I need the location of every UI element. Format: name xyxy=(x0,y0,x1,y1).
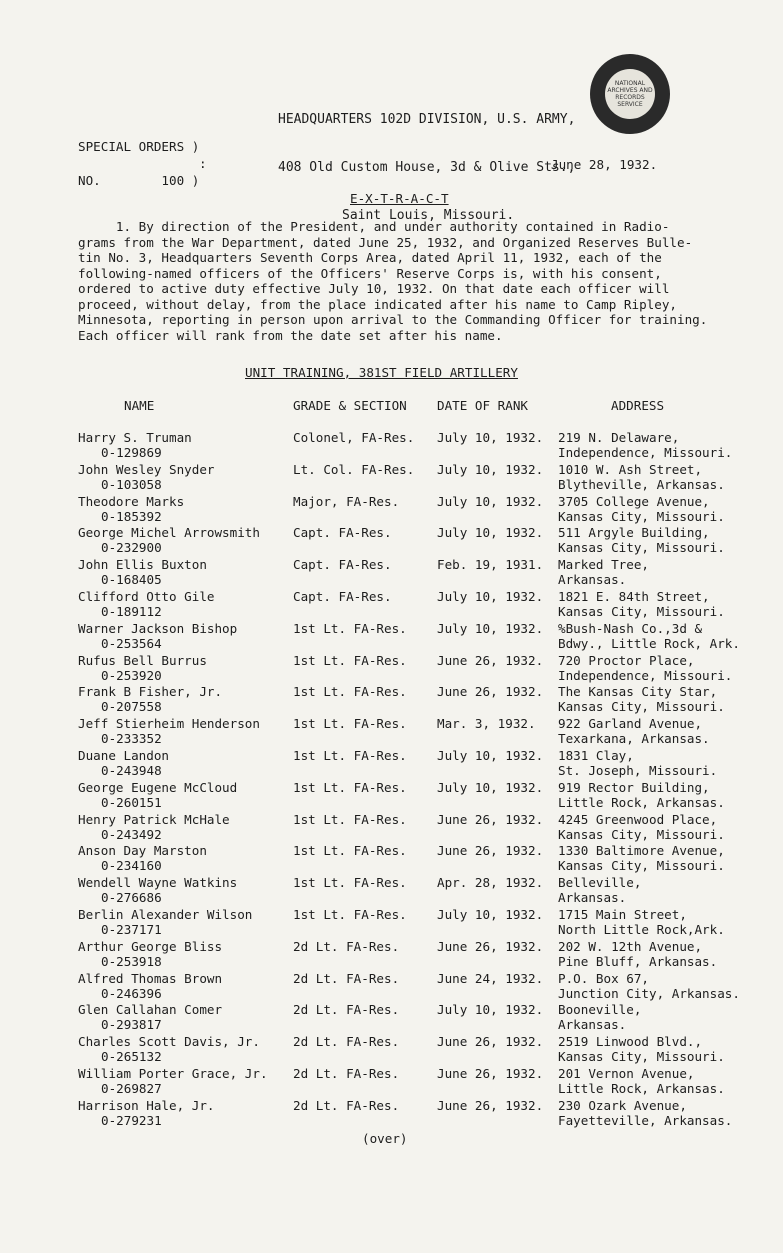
extract-title: E-X-T-R-A-C-T xyxy=(350,191,449,206)
officer-date-of-rank: June 26, 1932. xyxy=(437,684,544,699)
officer-address-line-2: Kansas City, Missouri. xyxy=(558,699,725,714)
officer-grade: Lt. Col. FA-Res. xyxy=(293,462,415,477)
officer-address-line-1: 201 Vernon Avenue, xyxy=(558,1066,695,1081)
paragraph-line: grams from the War Department, dated June 25, 1932, and Organized Reserves Bulle- xyxy=(78,234,693,250)
paragraph-line: Each officer will rank from the date set after his name. xyxy=(78,327,503,343)
table-row xyxy=(0,907,783,938)
officer-name: Rufus Bell Burrus xyxy=(78,653,207,668)
table-row xyxy=(0,430,783,461)
table-row xyxy=(0,971,783,1002)
officer-date-of-rank: July 10, 1932. xyxy=(437,907,544,922)
officer-name: George Eugene McCloud xyxy=(78,780,238,795)
column-header-address: ADDRESS xyxy=(611,398,665,413)
officer-address-line-2: Arkansas. xyxy=(558,572,627,587)
officer-name: Jeff Stierheim Henderson xyxy=(78,716,260,731)
officer-date-of-rank: June 26, 1932. xyxy=(437,939,544,954)
officer-serial: 0-168405 xyxy=(101,572,162,587)
officer-grade: 2d Lt. FA-Res. xyxy=(293,971,400,986)
officer-date-of-rank: June 24, 1932. xyxy=(437,971,544,986)
officer-serial: 0-253918 xyxy=(101,954,162,969)
stamp-line-4: SERVICE xyxy=(617,101,643,108)
table-row xyxy=(0,1066,783,1097)
officer-serial: 0-185392 xyxy=(101,509,162,524)
table-row xyxy=(0,1002,783,1033)
officer-date-of-rank: July 10, 1932. xyxy=(437,525,544,540)
officer-grade: 1st Lt. FA-Res. xyxy=(293,748,407,763)
officer-name: Charles Scott Davis, Jr. xyxy=(78,1034,260,1049)
table-row xyxy=(0,1098,783,1129)
paragraph-line: 1. By direction of the President, and under authority contained in Radio- xyxy=(78,219,670,234)
officer-date-of-rank: June 26, 1932. xyxy=(437,843,544,858)
officer-grade: 2d Lt. FA-Res. xyxy=(293,1034,400,1049)
officer-grade: 1st Lt. FA-Res. xyxy=(293,684,407,699)
officer-grade: 1st Lt. FA-Res. xyxy=(293,621,407,636)
officer-serial: 0-234160 xyxy=(101,858,162,873)
officer-name: Wendell Wayne Watkins xyxy=(78,875,238,890)
over-note: (over) xyxy=(362,1131,408,1146)
table-row xyxy=(0,494,783,525)
officer-serial: 0-260151 xyxy=(101,795,162,810)
officer-address-line-1: 922 Garland Avenue, xyxy=(558,716,703,731)
officer-name: Glen Callahan Comer xyxy=(78,1002,223,1017)
officer-address-line-2: Texarkana, Arkansas. xyxy=(558,731,710,746)
stamp-line-1: NATIONAL xyxy=(614,80,646,87)
officer-date-of-rank: Apr. 28, 1932. xyxy=(437,875,544,890)
officer-date-of-rank: June 26, 1932. xyxy=(437,653,544,668)
column-header-name: NAME xyxy=(124,398,155,413)
officer-grade: Colonel, FA-Res. xyxy=(293,430,415,445)
officer-address-line-2: Independence, Missouri. xyxy=(558,445,733,460)
officer-grade: Capt. FA-Res. xyxy=(293,525,392,540)
officer-date-of-rank: July 10, 1932. xyxy=(437,748,544,763)
officer-serial: 0-253564 xyxy=(101,636,162,651)
officer-date-of-rank: June 26, 1932. xyxy=(437,1098,544,1113)
table-row xyxy=(0,621,783,652)
officer-name: Theodore Marks xyxy=(78,494,185,509)
officer-address-line-2: Arkansas. xyxy=(558,890,627,905)
officer-serial: 0-293817 xyxy=(101,1017,162,1032)
officer-address-line-1: 202 W. 12th Avenue, xyxy=(558,939,703,954)
officer-address-line-2: Fayetteville, Arkansas. xyxy=(558,1113,733,1128)
officer-name: Berlin Alexander Wilson xyxy=(78,907,253,922)
officer-address-line-2: Blytheville, Arkansas. xyxy=(558,477,725,492)
order-paragraph xyxy=(78,219,748,343)
officer-date-of-rank: Feb. 19, 1931. xyxy=(437,557,544,572)
officer-grade: 1st Lt. FA-Res. xyxy=(293,907,407,922)
officer-address-line-1: 1010 W. Ash Street, xyxy=(558,462,703,477)
officer-name: Harrison Hale, Jr. xyxy=(78,1098,215,1113)
officer-address-line-2: Kansas City, Missouri. xyxy=(558,604,725,619)
archives-stamp xyxy=(590,54,670,134)
officer-address-line-1: Booneville, xyxy=(558,1002,642,1017)
paragraph-line: proceed, without delay, from the place indicated after his name to Camp Ripley, xyxy=(78,296,677,312)
officer-address-line-1: Marked Tree, xyxy=(558,557,649,572)
column-header-grade: GRADE & SECTION xyxy=(293,398,407,413)
officer-name: George Michel Arrowsmith xyxy=(78,525,260,540)
officer-address-line-1: 720 Proctor Place, xyxy=(558,653,695,668)
officer-date-of-rank: July 10, 1932. xyxy=(437,621,544,636)
hq-line-2: 408 Old Custom House, 3d & Olive Sts., xyxy=(278,160,576,175)
officer-date-of-rank: July 10, 1932. xyxy=(437,589,544,604)
table-row xyxy=(0,843,783,874)
officer-grade: 2d Lt. FA-Res. xyxy=(293,939,400,954)
officer-address-line-1: 4245 Greenwood Place, xyxy=(558,812,718,827)
officer-name: William Porter Grace, Jr. xyxy=(78,1066,268,1081)
special-orders-number: NO. 100 ) xyxy=(78,173,200,188)
officer-date-of-rank: July 10, 1932. xyxy=(437,462,544,477)
special-orders-colon: : xyxy=(199,156,207,171)
officer-grade: 2d Lt. FA-Res. xyxy=(293,1002,400,1017)
table-row xyxy=(0,875,783,906)
officer-name: Warner Jackson Bishop xyxy=(78,621,238,636)
officer-grade: 1st Lt. FA-Res. xyxy=(293,653,407,668)
officer-serial: 0-237171 xyxy=(101,922,162,937)
officer-address-line-2: Pine Bluff, Arkansas. xyxy=(558,954,718,969)
officer-date-of-rank: Mar. 3, 1932. xyxy=(437,716,536,731)
officer-serial: 0-189112 xyxy=(101,604,162,619)
officer-serial: 0-269827 xyxy=(101,1081,162,1096)
paragraph-line: ordered to active duty effective July 10, 1932. On that date each officer will xyxy=(78,281,670,296)
officer-name: Clifford Otto Gile xyxy=(78,589,215,604)
officer-serial: 0-232900 xyxy=(101,540,162,555)
paragraph-line: following-named officers of the Officers' Reserve Corps is, with his consent, xyxy=(78,265,662,281)
officer-serial: 0-276686 xyxy=(101,890,162,905)
table-row xyxy=(0,525,783,556)
officer-address-line-2: North Little Rock,Ark. xyxy=(558,922,725,937)
stamp-line-2: ARCHIVES AND xyxy=(607,87,653,94)
table-row xyxy=(0,462,783,493)
officer-address-line-1: 230 Ozark Avenue, xyxy=(558,1098,687,1113)
table-row xyxy=(0,748,783,779)
table-row xyxy=(0,780,783,811)
table-row xyxy=(0,812,783,843)
officer-name: Harry S. Truman xyxy=(78,430,192,445)
officer-address-line-1: 219 N. Delaware, xyxy=(558,430,680,445)
officer-serial: 0-265132 xyxy=(101,1049,162,1064)
officer-address-line-2: Little Rock, Arkansas. xyxy=(558,1081,725,1096)
table-row xyxy=(0,684,783,715)
officer-serial: 0-233352 xyxy=(101,731,162,746)
officer-address-line-2: St. Joseph, Missouri. xyxy=(558,763,718,778)
officer-address-line-1: P.O. Box 67, xyxy=(558,971,649,986)
unit-title: UNIT TRAINING, 381ST FIELD ARTILLERY xyxy=(245,365,518,380)
officer-address-line-2: Little Rock, Arkansas. xyxy=(558,795,725,810)
officer-grade: Major, FA-Res. xyxy=(293,494,400,509)
officer-address-line-2: Kansas City, Missouri. xyxy=(558,540,725,555)
officer-serial: 0-279231 xyxy=(101,1113,162,1128)
officer-address-line-1: 1821 E. 84th Street, xyxy=(558,589,710,604)
officer-address-line-1: 1330 Baltimore Avenue, xyxy=(558,843,725,858)
officer-date-of-rank: June 26, 1932. xyxy=(437,812,544,827)
officer-address-line-2: Junction City, Arkansas. xyxy=(558,986,740,1001)
officer-grade: 1st Lt. FA-Res. xyxy=(293,843,407,858)
officer-grade: 2d Lt. FA-Res. xyxy=(293,1098,400,1113)
officer-serial: 0-129869 xyxy=(101,445,162,460)
paragraph-line: tin No. 3, Headquarters Seventh Corps Area, dated April 11, 1932, each of the xyxy=(78,250,662,265)
officer-serial: 0-243492 xyxy=(101,827,162,842)
officer-address-line-2: Independence, Missouri. xyxy=(558,668,733,683)
column-header-rank: DATE OF RANK xyxy=(437,398,528,413)
special-orders-label: SPECIAL ORDERS ) xyxy=(78,139,200,154)
officer-address-line-2: Kansas City, Missouri. xyxy=(558,858,725,873)
hq-line-3: Saint Louis, Missouri. xyxy=(342,208,515,223)
officer-name: John Wesley Snyder xyxy=(78,462,215,477)
hq-line-1: HEADQUARTERS 102D DIVISION, U.S. ARMY, xyxy=(278,112,576,127)
table-row xyxy=(0,1034,783,1065)
officer-name: Alfred Thomas Brown xyxy=(78,971,223,986)
officer-address-line-2: Bdwy., Little Rock, Ark. xyxy=(558,636,740,651)
officer-address-line-2: Kansas City, Missouri. xyxy=(558,1049,725,1064)
officer-serial: 0-246396 xyxy=(101,986,162,1001)
officer-address-line-2: Arkansas. xyxy=(558,1017,627,1032)
officer-grade: Capt. FA-Res. xyxy=(293,589,392,604)
officer-name: Frank B Fisher, Jr. xyxy=(78,684,223,699)
officer-serial: 0-103058 xyxy=(101,477,162,492)
officer-address-line-1: Belleville, xyxy=(558,875,642,890)
table-row xyxy=(0,557,783,588)
officer-address-line-1: 3705 College Avenue, xyxy=(558,494,710,509)
officer-grade: 1st Lt. FA-Res. xyxy=(293,875,407,890)
officer-address-line-1: 2519 Linwood Blvd., xyxy=(558,1034,703,1049)
officer-grade: 1st Lt. FA-Res. xyxy=(293,780,407,795)
table-row xyxy=(0,939,783,970)
table-row xyxy=(0,589,783,620)
officer-date-of-rank: June 26, 1932. xyxy=(437,1066,544,1081)
table-row xyxy=(0,716,783,747)
officer-date-of-rank: June 26, 1932. xyxy=(437,1034,544,1049)
stamp-line-3: RECORDS xyxy=(615,94,645,101)
officer-grade: 2d Lt. FA-Res. xyxy=(293,1066,400,1081)
officer-date-of-rank: July 10, 1932. xyxy=(437,1002,544,1017)
officer-address-line-1: %Bush-Nash Co.,3d & xyxy=(558,621,703,636)
officer-name: Duane Landon xyxy=(78,748,169,763)
officer-name: John Ellis Buxton xyxy=(78,557,207,572)
officer-name: Arthur George Bliss xyxy=(78,939,223,954)
officer-date-of-rank: July 10, 1932. xyxy=(437,780,544,795)
officer-serial: 0-207558 xyxy=(101,699,162,714)
order-date: June 28, 1932. xyxy=(551,157,658,172)
table-row xyxy=(0,653,783,684)
officer-date-of-rank: July 10, 1932. xyxy=(437,430,544,445)
officer-address-line-1: 1831 Clay, xyxy=(558,748,634,763)
officer-serial: 0-253920 xyxy=(101,668,162,683)
paragraph-line: Minnesota, reporting in person upon arrival to the Commanding Officer for training. xyxy=(78,312,708,327)
officer-address-line-1: 919 Rector Building, xyxy=(558,780,710,795)
officer-name: Anson Day Marston xyxy=(78,843,207,858)
officer-address-line-1: 1715 Main Street, xyxy=(558,907,687,922)
officer-date-of-rank: July 10, 1932. xyxy=(437,494,544,509)
officer-address-line-2: Kansas City, Missouri. xyxy=(558,509,725,524)
officer-grade: 1st Lt. FA-Res. xyxy=(293,812,407,827)
officer-serial: 0-243948 xyxy=(101,763,162,778)
officer-name: Henry Patrick McHale xyxy=(78,812,230,827)
officer-address-line-2: Kansas City, Missouri. xyxy=(558,827,725,842)
officer-grade: Capt. FA-Res. xyxy=(293,557,392,572)
officer-grade: 1st Lt. FA-Res. xyxy=(293,716,407,731)
officer-address-line-1: The Kansas City Star, xyxy=(558,684,718,699)
stamp-center xyxy=(605,69,655,119)
officer-address-line-1: 511 Argyle Building, xyxy=(558,525,710,540)
